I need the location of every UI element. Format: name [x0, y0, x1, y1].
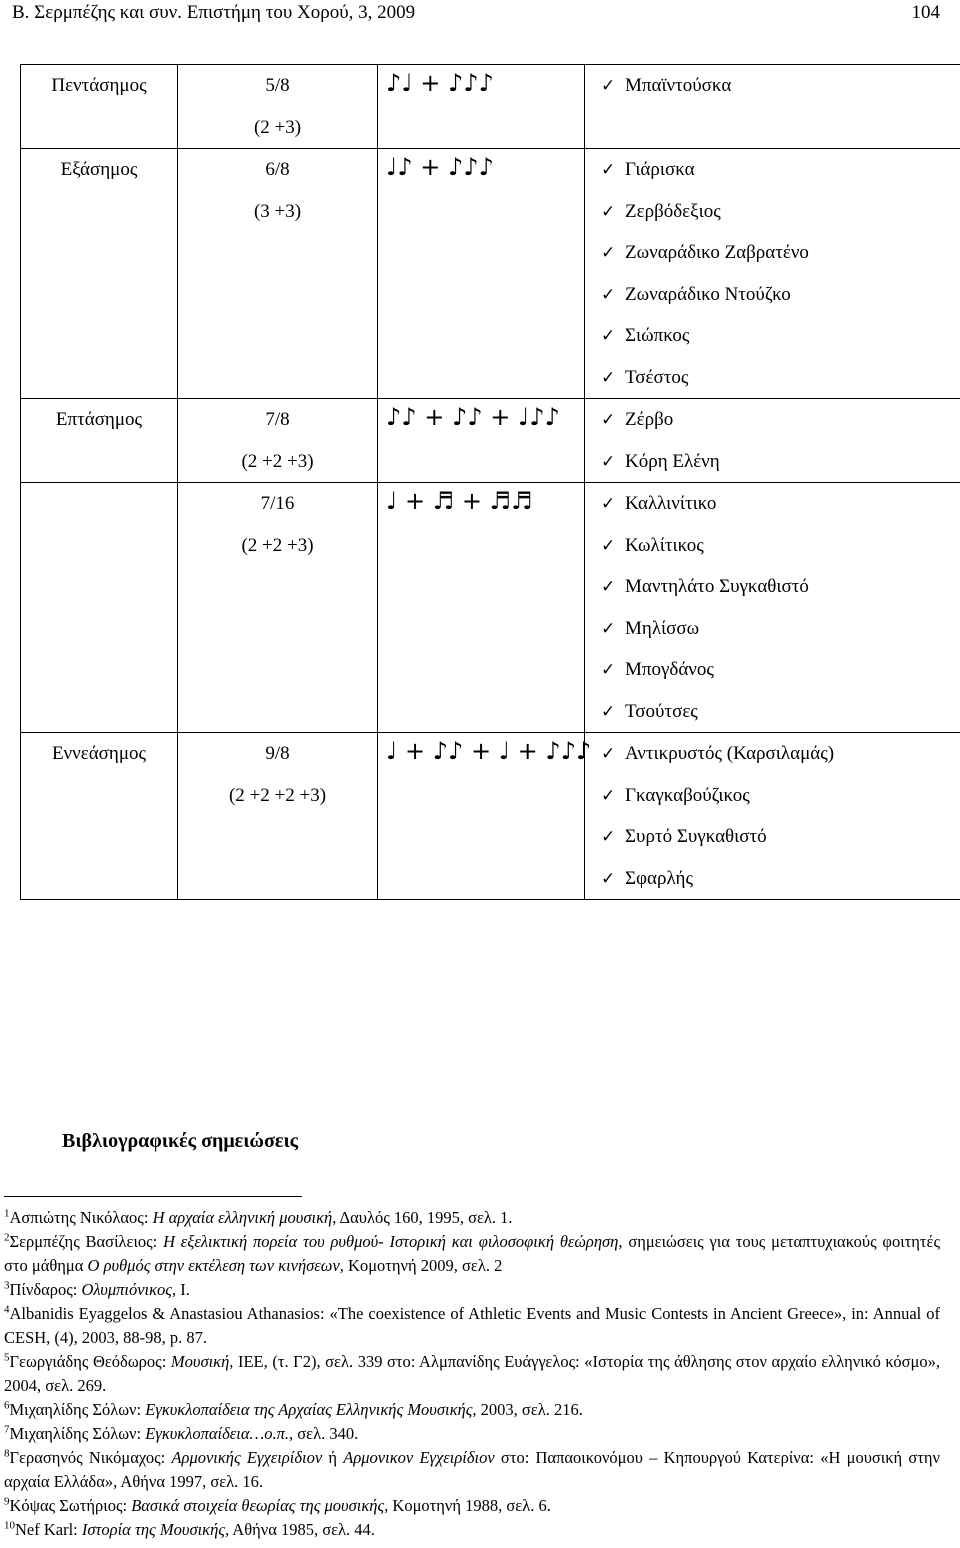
meter-cell: [178, 65, 378, 149]
dance-item: [585, 525, 960, 567]
footnote: [4, 1422, 940, 1446]
footnote: [4, 1446, 940, 1494]
meter-grouping: (2 +2 +3): [241, 534, 314, 556]
footnote-text: , ΙΕΕ, (τ. Γ2), σελ. 339 στο: Αλμπανίδης Ευάγγελος: «Ιστορία της άθλησης στον αρχαίο ελληνικό κόσμο», 2004, σελ. 269.: [4, 1352, 940, 1395]
dance-name: Ζωναράδικο Ντούζκο: [625, 283, 791, 305]
rhythm-name: [21, 483, 177, 525]
dance-name: Ζερβόδεξιος: [625, 200, 721, 222]
dance-item: [585, 65, 960, 107]
footnote-text: Ασπιώτης Νικόλαος:: [9, 1208, 153, 1227]
checkmark-icon: ✓: [601, 494, 616, 514]
meter-grouping: (3 +3): [253, 200, 302, 222]
dance-item: [585, 149, 960, 191]
footnote: [4, 1206, 940, 1230]
dance-name: Γκαγκαβούζικος: [625, 784, 750, 806]
dance-item: [585, 399, 960, 441]
footnote-text: στο: Παπαοικονόμου – Κηπουργού Κατερίνα: «Η μουσική στην αρχαία Ελλάδα», Αθήνα 1997, σελ. 16.: [4, 1448, 940, 1491]
dance-item: [585, 858, 960, 900]
meter-signature: 7/8: [265, 409, 290, 430]
checkmark-icon: ✓: [601, 577, 616, 597]
rhythm-pattern-cell: [378, 65, 585, 149]
checkmark-icon: ✓: [601, 76, 616, 96]
checkmark-icon: ✓: [601, 868, 616, 889]
rhythm-table: [20, 64, 960, 900]
checkmark-icon: ✓: [601, 744, 616, 764]
footnote-title: Η αρχαία ελληνική μουσική: [152, 1208, 333, 1227]
dance-list-cell: [585, 149, 960, 399]
footnote-text: Nef Karl:: [15, 1520, 82, 1539]
checkmark-icon: ✓: [601, 367, 616, 388]
footnote: [4, 1278, 940, 1302]
checkmark-icon: ✓: [601, 785, 616, 806]
dance-name: Ζέρβο: [625, 409, 674, 430]
footnote-number: 4: [4, 1303, 10, 1316]
dance-name: Μπογδάνος: [625, 659, 714, 680]
checkmark-icon: ✓: [601, 160, 616, 180]
bibliography-title: Βιβλιογραφικές σημειώσεις: [62, 1130, 299, 1152]
dance-name: Καλλινίτικο: [625, 493, 717, 514]
footnote-text: σημειώσεις για τους μεταπτυχιακούς φοιτητές στο μάθημα: [4, 1232, 940, 1275]
footnote: [4, 1350, 940, 1398]
rhythm-name: Πεντάσημος: [51, 75, 147, 96]
footnote-text: , Ι.: [171, 1280, 190, 1299]
meter-cell: [178, 149, 378, 399]
dance-name: Κωλίτικος: [625, 534, 704, 556]
rhythm-pattern-cell: [378, 733, 592, 900]
dance-list-cell: [585, 65, 960, 149]
rhythm-row: [21, 399, 960, 483]
footnote: [4, 1398, 940, 1422]
footnote: [4, 1230, 940, 1278]
footnote: [4, 1518, 940, 1542]
footnote-title: Εγκυκλοπαίδεια…ο.π.: [145, 1424, 289, 1443]
meter-signature: 6/8: [265, 159, 290, 180]
footnote: [4, 1302, 940, 1350]
checkmark-icon: ✓: [601, 284, 616, 305]
meter-grouping: (2 +3): [253, 116, 302, 138]
note-pattern: ♩ + ♬ + ♬♬: [386, 487, 533, 515]
dance-item: [585, 191, 960, 233]
footnote-text: Κόψας Σωτήριος:: [9, 1496, 132, 1515]
checkmark-icon: ✓: [601, 243, 616, 263]
footnote-text: Albanidis Eyaggelos & Anastasiou Athanasios: «The coexistence of Athletic Events and Music Contests in Ancient Greece», in: Annual of CESH, (4), 2003, 88-98, p. 87.: [4, 1304, 940, 1347]
footnote-title: Αρμονικον Εγχειρίδιον: [343, 1448, 495, 1467]
rhythm-pattern-cell: [378, 149, 585, 399]
footnote-title: Βασικά στοιχεία θεωρίας της μουσικής: [131, 1496, 385, 1515]
footnote-text: Γερασηνός Νικόμαχος:: [9, 1448, 172, 1467]
footnotes: [4, 1206, 940, 1542]
header-citation: Β. Σερμπέζης και συν. Επιστήμη του Χορού, 3, 2009: [12, 2, 416, 23]
dance-item: [585, 816, 960, 858]
footnote-text: Αθήνα 1985, σελ. 44.: [229, 1520, 375, 1539]
rhythm-name-cell: [21, 399, 178, 483]
checkmark-icon: ✓: [601, 201, 616, 222]
note-pattern: ♩ + ♪♪ + ♩ + ♪♪♪: [386, 737, 592, 765]
dance-item: [585, 649, 960, 691]
dance-item: [585, 441, 960, 483]
footnote-number: 6: [4, 1399, 10, 1412]
footnote-number: 8: [4, 1447, 10, 1460]
footnote-number: 10: [4, 1519, 15, 1532]
footnote-title: Ο ρυθμός στην εκτέλεση των κινήσεων,: [87, 1256, 344, 1275]
dance-name: Τσούτσες: [625, 700, 698, 722]
footnote-title: Ολυμπιόνικος: [81, 1280, 172, 1299]
rhythm-name: Εννεάσημος: [51, 743, 147, 764]
meter-signature: 5/8: [265, 75, 290, 96]
checkmark-icon: ✓: [601, 701, 616, 722]
dance-name: Ζωναράδικο Ζαβρατένο: [625, 242, 809, 263]
checkmark-icon: ✓: [601, 535, 616, 556]
checkmark-icon: ✓: [601, 451, 616, 472]
checkmark-icon: ✓: [601, 326, 616, 346]
empty-line: [585, 107, 960, 149]
running-header: [12, 0, 940, 28]
dance-name: Μαντηλάτο Συγκαθιστό: [625, 576, 809, 597]
footnote-text: Μιχαηλίδης Σόλων:: [9, 1424, 146, 1443]
dance-name: Γιάρισκα: [625, 159, 695, 180]
dance-list-cell: [585, 399, 960, 483]
dance-list-cell: [585, 733, 960, 900]
checkmark-icon: ✓: [601, 618, 616, 639]
dance-item: [585, 315, 960, 357]
dance-name: Αντικρυστός (Καρσιλαμάς): [625, 743, 835, 764]
meter-grouping: (2 +2 +2 +3): [228, 784, 327, 806]
rhythm-name-cell: [21, 483, 178, 733]
footnote-text: , Δαυλός 160, 1995, σελ. 1.: [332, 1208, 513, 1227]
rhythm-name: Επτάσημος: [55, 409, 143, 430]
footnote-title: Εγκυκλοπαίδεια της Αρχαίας Ελληνικής Μουσικής: [145, 1400, 473, 1419]
footnote-number: 3: [4, 1279, 10, 1292]
rhythm-row: [21, 483, 960, 733]
note-pattern: ♪♩ + ♪♪♪: [386, 69, 494, 97]
rhythm-pattern-cell: [378, 483, 585, 733]
footnote-number: 5: [4, 1351, 10, 1364]
dance-item: [585, 608, 960, 650]
footnote-title: Μουσική: [170, 1352, 230, 1371]
meter-cell: [178, 483, 378, 733]
dance-list-cell: [585, 483, 960, 733]
footnote-text: , σελ. 340.: [289, 1424, 359, 1443]
footnote-separator: [4, 1196, 302, 1197]
rhythm-name-cell: [21, 733, 178, 900]
rhythm-name: Εξάσημος: [60, 159, 138, 180]
rhythm-name-cell: [21, 65, 178, 149]
dance-item: [585, 357, 960, 399]
dance-name: Σιώπκος: [625, 325, 690, 346]
dance-item: [585, 691, 960, 733]
footnote-text: Γεωργιάδης Θεόδωρος:: [9, 1352, 171, 1371]
footnote-text: Κομοτηνή 2009, σελ. 2: [343, 1256, 503, 1275]
footnote-title: Η εξελικτική πορεία του ρυθμού- Ιστορική και φιλοσοφική θεώρηση,: [163, 1232, 623, 1251]
meter-grouping: (2 +2 +3): [241, 450, 314, 472]
footnote-number: 2: [4, 1231, 10, 1244]
footnote-text: , 2003, σελ. 216.: [472, 1400, 583, 1419]
dance-item: [585, 775, 960, 817]
note-pattern: ♪♪ + ♪♪ + ♩♪♪: [386, 403, 560, 431]
dance-item: [585, 733, 960, 775]
footnote-text: ή: [322, 1448, 344, 1467]
dance-item: [585, 483, 960, 525]
footnote-number: 9: [4, 1495, 10, 1508]
checkmark-icon: ✓: [601, 827, 616, 847]
dance-name: Μηλίσσω: [625, 617, 700, 639]
footnote-text: Μιχαηλίδης Σόλων:: [9, 1400, 146, 1419]
footnote-text: , Κομοτηνή 1988, σελ. 6.: [384, 1496, 551, 1515]
meter-cell: [178, 399, 378, 483]
footnote-text: Σερμπέζης Βασίλειος:: [9, 1232, 164, 1251]
dance-item: [585, 232, 960, 274]
dance-name: Κόρη Ελένη: [625, 450, 720, 472]
dance-name: Τσέστος: [625, 366, 689, 388]
footnote-number: 7: [4, 1423, 10, 1436]
footnote-text: Πίνδαρος:: [9, 1280, 82, 1299]
dance-name: Μπαϊντούσκα: [625, 75, 732, 96]
dance-name: Σφαρλής: [625, 867, 693, 889]
rhythm-pattern-cell: [378, 399, 585, 483]
dance-item: [585, 566, 960, 608]
rhythm-name-cell: [21, 149, 178, 399]
note-pattern: ♩♪ + ♪♪♪: [386, 153, 494, 181]
footnote-number: 1: [4, 1207, 10, 1220]
meter-cell: [178, 733, 378, 900]
rhythm-row: [21, 149, 960, 399]
rhythm-row: [21, 65, 960, 149]
checkmark-icon: ✓: [601, 410, 616, 430]
footnote-title: Αρμονικής Εγχειρίδιον: [171, 1448, 323, 1467]
footnote: [4, 1494, 940, 1518]
page-number: 104: [911, 2, 940, 23]
checkmark-icon: ✓: [601, 660, 616, 680]
meter-signature: 9/8: [265, 743, 290, 764]
footnote-title: Ιστορία της Μουσικής,: [81, 1520, 230, 1539]
dance-name: Συρτό Συγκαθιστό: [625, 826, 767, 847]
dance-item: [585, 274, 960, 316]
rhythm-row: [21, 733, 960, 900]
meter-signature: 7/16: [260, 493, 295, 514]
